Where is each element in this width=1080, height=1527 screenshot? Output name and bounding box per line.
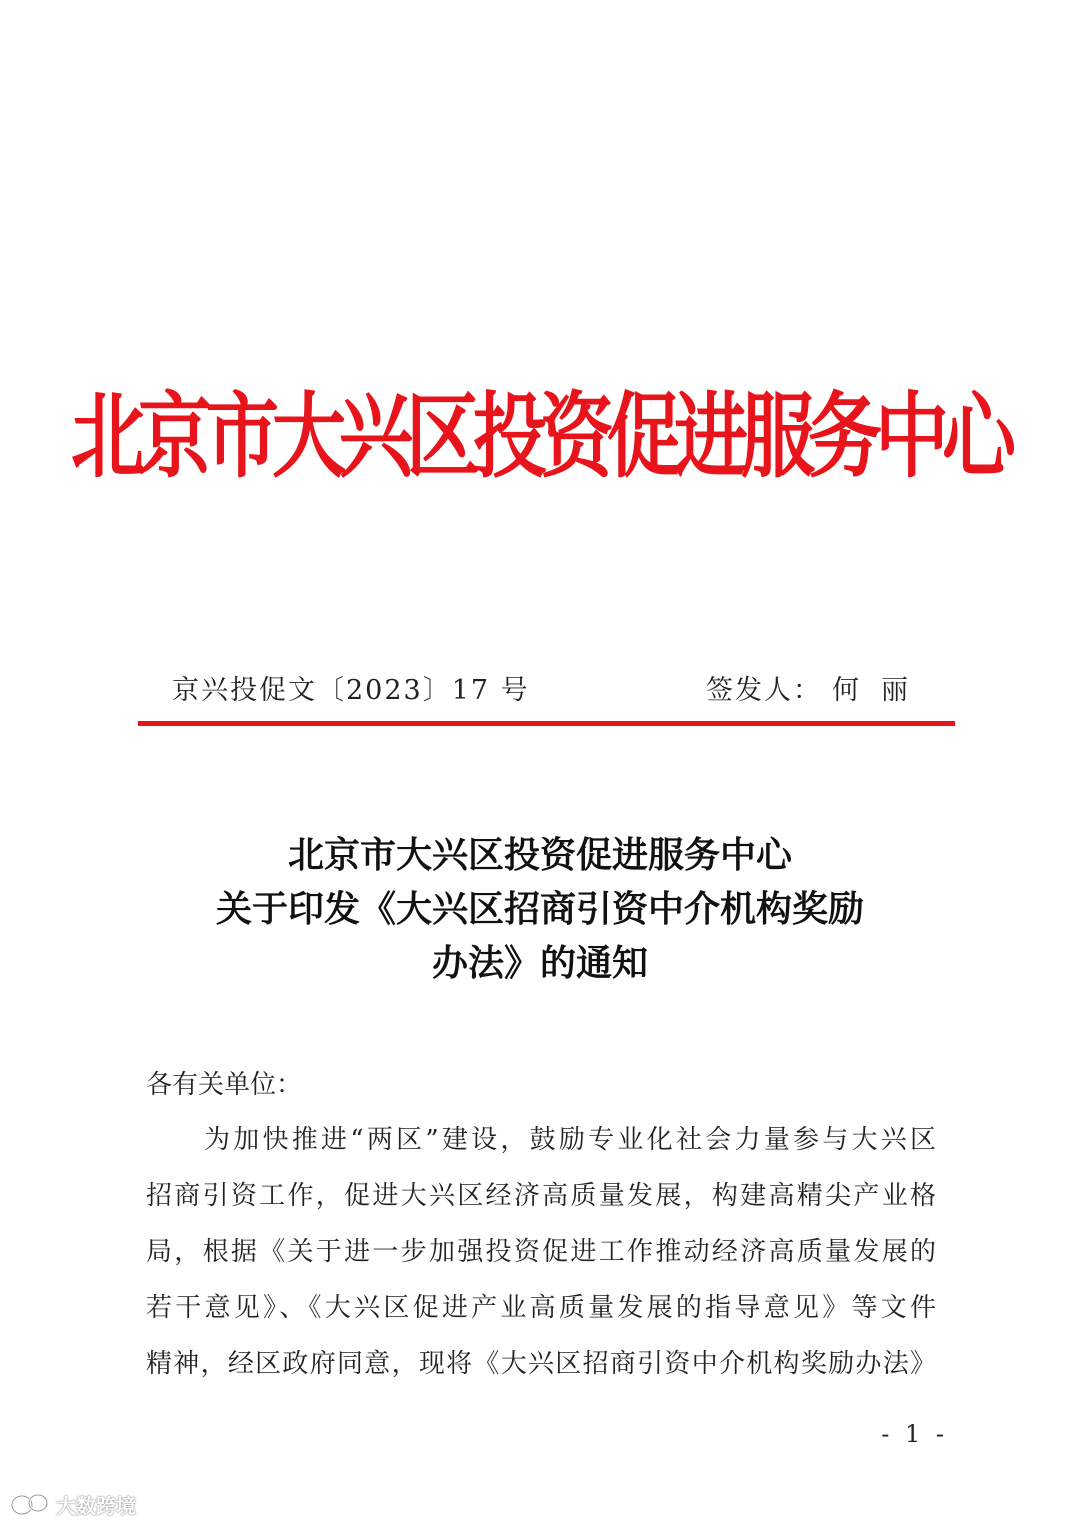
- body-line: 为加快推进“两区”建设，鼓励专业化社会力量参与大兴区: [204, 1125, 936, 1155]
- title-line: 关于印发《大兴区招商引资中介机构奖励: [215, 888, 864, 930]
- body-line: 招商引资工作，促进大兴区经济高质量发展，构建高精尖产业格: [146, 1181, 936, 1211]
- title-line: 办法》的通知: [431, 942, 648, 984]
- document-number: 京兴投促文〔2023〕17 号: [172, 675, 530, 706]
- body-text: [146, 1120, 936, 1400]
- salutation: 各有关单位：: [146, 1070, 303, 1100]
- chat-bubble-icon: [10, 1493, 52, 1517]
- body-line: 若干意见》、《大兴区促进产业高质量发展的指导意见》等文件: [146, 1293, 936, 1323]
- body-line: 精神，经区政府同意，现将《大兴区招商引资中介机构奖励办法》: [146, 1349, 936, 1379]
- title-line: 北京市大兴区投资促进服务中心: [287, 834, 792, 876]
- signer-name: 何丽: [832, 675, 930, 706]
- red-divider: [138, 721, 955, 726]
- signer: [706, 668, 930, 707]
- watermark-text: 大数跨境: [56, 1494, 136, 1518]
- body-line: 局，根据《关于进一步加强投资促进工作推动经济高质量发展的: [146, 1237, 936, 1267]
- document-title: [0, 828, 1080, 990]
- issuer-header: 北京市大兴区投资促进服务中心: [71, 383, 1009, 491]
- signer-label: 签发人：: [706, 675, 822, 706]
- watermark: [10, 1490, 136, 1519]
- page-number: - 1 -: [881, 1420, 948, 1448]
